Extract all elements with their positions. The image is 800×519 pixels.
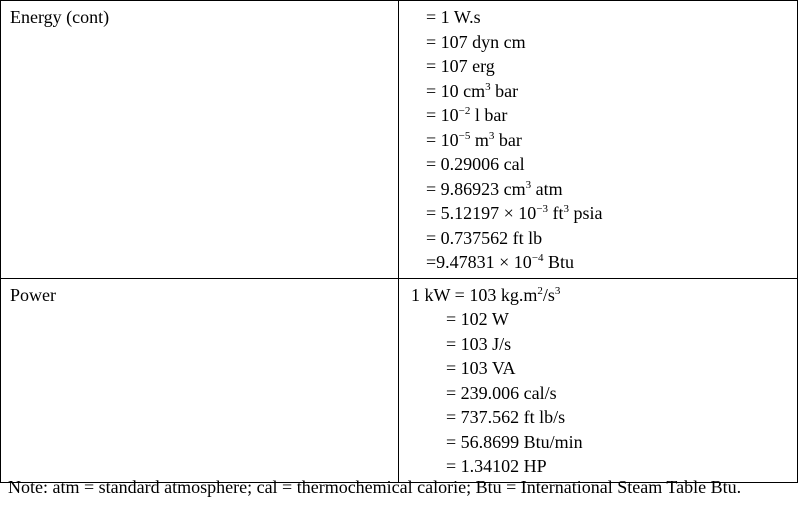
exponent: 3: [563, 203, 570, 215]
exponent: −3: [536, 203, 549, 215]
table-footnote: Note: atm = standard atmosphere; cal = thermochemical calorie; Btu = International Steam Table Btu.: [8, 477, 742, 497]
exponent: 3: [488, 129, 495, 142]
conversion-line: = 10 $cm^3$ bar: [426, 80, 519, 101]
conversion-line: = $10^{-2}$ l bar: [426, 105, 508, 125]
table-row-power: [1, 278, 798, 482]
conversion-line: = 56.8699 Btu/min: [446, 431, 583, 452]
conversion-line: $=9.47831 \times 10^{-4}$ Btu: [426, 252, 575, 272]
conversion-line: = 0.29006 cal: [426, 154, 525, 174]
exponent: 3: [554, 284, 561, 297]
exponent: 3: [485, 80, 491, 93]
conversion-line: = 239.006 cal/s: [446, 382, 557, 403]
conversion-line: = 107 erg: [426, 56, 495, 76]
quantity-cell: [1, 278, 399, 482]
conversion-line: 1 kW = 103 $kg.m^2/s^3$: [411, 284, 561, 305]
quantity-cell: [1, 1, 399, 279]
quantity-label-power: Power: [10, 284, 56, 305]
exponent: −4: [531, 252, 544, 264]
conversion-line: = 103 J/s: [446, 333, 512, 354]
conversion-line: = $10^{-5}$ $m^3$ bar: [426, 129, 522, 150]
conversion-line: = 103 VA: [446, 358, 516, 378]
conversion-line: = 107 dyn cm: [426, 31, 526, 52]
conversion-line: = $5.12197 \times 10^{-3}$ $ft^3$ psia: [426, 203, 603, 223]
quantity-label-energy: Energy (cont): [10, 7, 110, 27]
values-cell: [399, 278, 798, 482]
exponent: −5: [458, 129, 471, 142]
conversion-list-energy: [399, 1, 797, 278]
conversion-list-power: [399, 279, 797, 482]
values-cell: [399, 1, 798, 279]
conversion-line: = 1.34102 HP: [446, 456, 547, 476]
table-row-energy: [1, 1, 798, 279]
conversion-line: = 737.562 ft lb/s: [446, 407, 566, 427]
conversion-line: = 0.737562 ft lb: [426, 227, 543, 248]
conversion-line: = 9.86923 $cm^3$ atm: [426, 178, 563, 199]
exponent: −2: [458, 105, 471, 117]
conversion-line: = 1 W.s: [426, 7, 481, 27]
exponent: 2: [537, 284, 543, 297]
exponent: 3: [525, 178, 532, 191]
conversion-line: = 102 W: [446, 309, 509, 329]
